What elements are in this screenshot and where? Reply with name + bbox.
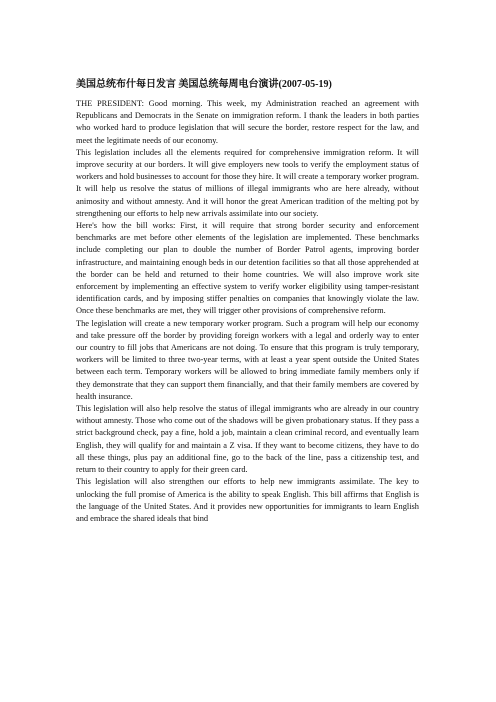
paragraph-6: This legislation will also strengthen our efforts to help new immigrants assimilate. The key to unlocking the full promise of America is the ability to speak English. This bill affirms that English is the language of the United States. And it provides new opportunities for immigrants to learn English and embrace the shared ideals that bind: [76, 477, 419, 523]
paragraph-4: The legislation will create a new temporary worker program. Such a program will help our economy and take pressure off the border by providing foreign workers with a legal and orderly way to enter our country to fill jobs that Americans are not doing. To ensure that this program is truly temporary, workers will be limited to three two-year terms, with at least a year spent outside the United States between each term. Temporary workers will be allowed to bring immediate family members only if they demonstrate that they can support them financially, and that their family members are covered by health insurance.: [76, 318, 419, 401]
paragraph-5: This legislation will also help resolve the status of illegal immigrants who are already in our country without amnesty. Those who come out of the shadows will be given probationary status. If they pass a strict background check, pay a fine, hold a job, maintain a clean criminal record, and eventually learn English, they will qualify for and maintain a Z visa. If they want to become citizens, they have to do all these things, plus pay an additional fine, go to the back of the line, pass a citizenship test, and return to their country to apply for their green card.: [76, 404, 419, 475]
document-page: [76, 78, 419, 525]
paragraph-1: THE PRESIDENT: Good morning. This week, my Administration reached an agreement with Republicans and Democrats in the Senate on immigration reform. I thank the leaders in both parties who worked hard to produce legislation that will secure the border, restore respect for the law, and meet the legitimate needs of our economy.: [76, 99, 419, 145]
paragraph-3: Here's how the bill works: First, it will require that strong border security and enforcement benchmarks are met before other elements of the legislation are implemented. These benchmarks include completing our plan to double the number of Border Patrol agents, improving border infrastructure, and maintaining enough beds in our detention facilities so that all those apprehended at the border can be held and returned to their home countries. We will also improve work site enforcement by implementing an effective system to verify worker eligibility using tamper-resistant identification cards, and by imposing stiffer penalties on companies that knowingly violate the law. Once these benchmarks are met, they will trigger other provisions of comprehensive reform.: [76, 221, 419, 316]
document-title: 美国总统布什每日发言 美国总统每周电台演讲(2007-05-19): [76, 79, 332, 90]
paragraph-2: This legislation includes all the elements required for comprehensive immigration reform. It will improve security at our borders. It will give employers new tools to verify the employment status of workers and hold businesses to account for those they hire. It will create a temporary worker program. It will help us resolve the status of millions of illegal immigrants who are here already, without animosity and without amnesty. And it will honor the great American tradition of the melting pot by strengthening our efforts to help new arrivals assimilate into our society.: [76, 147, 419, 218]
